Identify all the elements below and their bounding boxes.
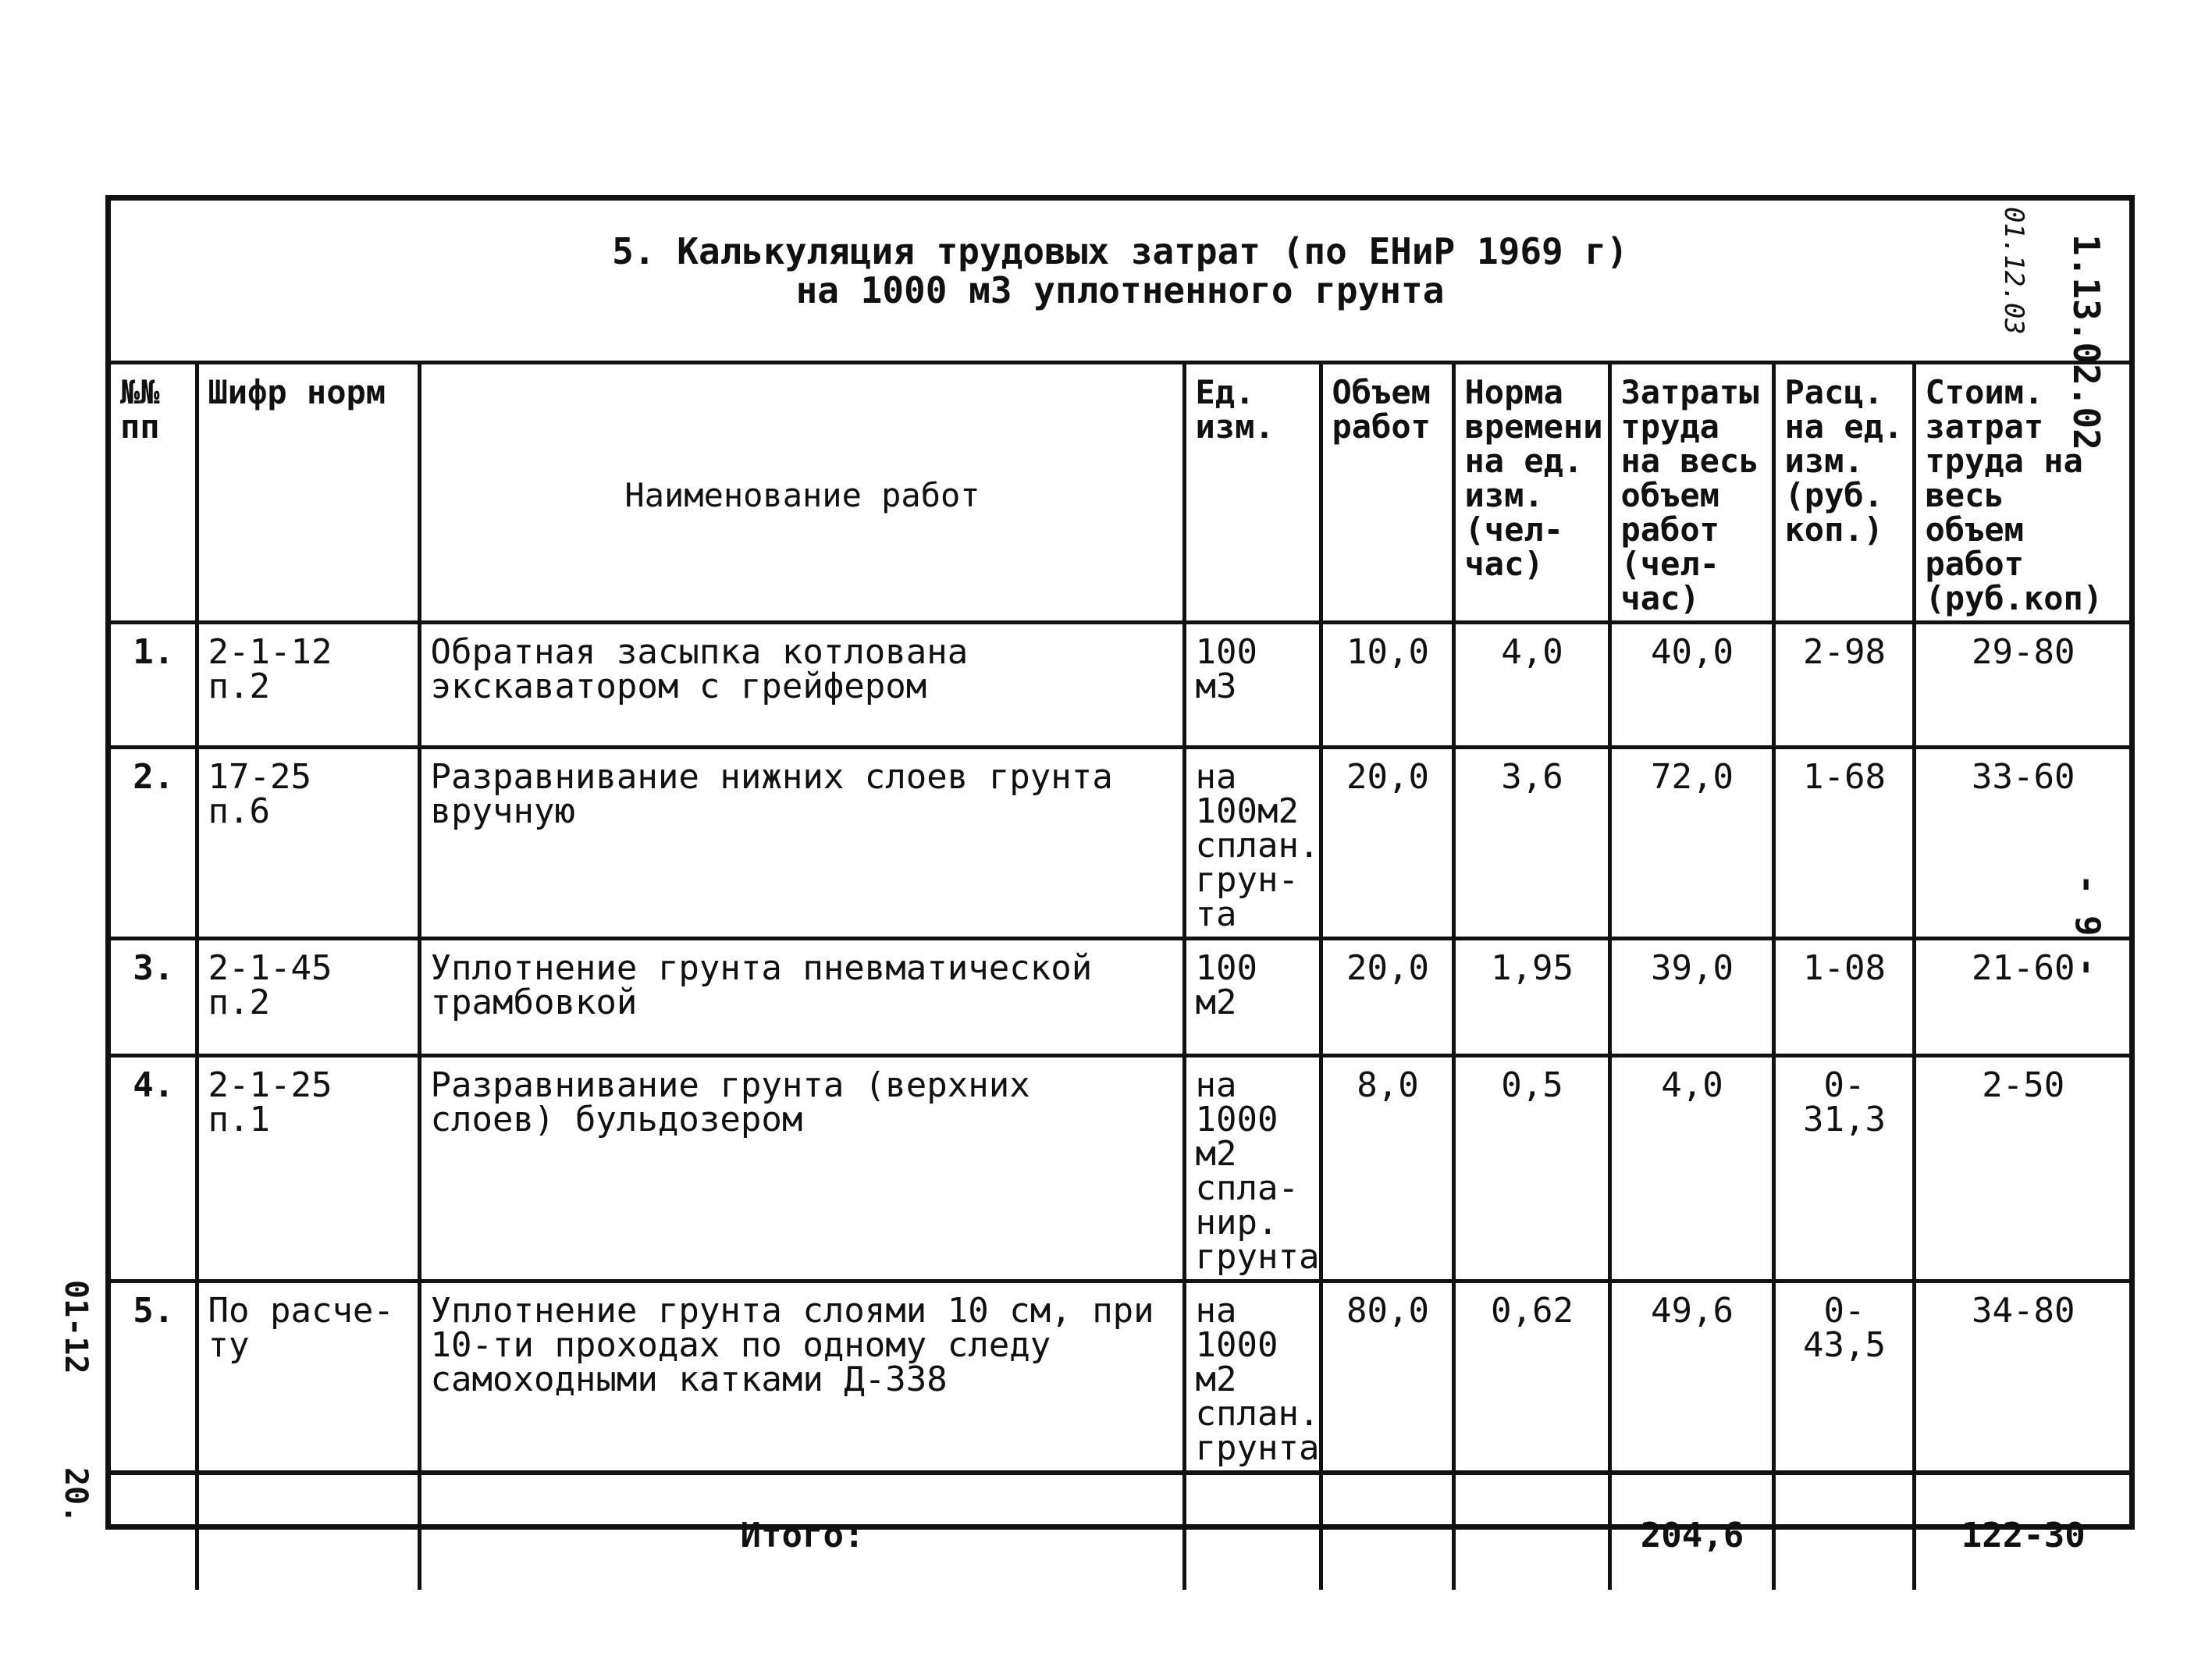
cost-total: 29-80 (1914, 623, 2129, 748)
volume: 10,0 (1321, 623, 1453, 748)
labor-total: 4,0 (1609, 1056, 1773, 1281)
volume: 8,0 (1321, 1056, 1453, 1281)
header-time-norm: Норма времени на ед. изм. (чел-час) (1453, 363, 1609, 623)
cost-total: 33-60 (1914, 748, 2129, 939)
total-label: Итого: (419, 1473, 1184, 1590)
total-empty-cell (1184, 1473, 1321, 1590)
cost-total: 2-50 (1914, 1056, 2129, 1281)
rate: 0-31,3 (1773, 1056, 1914, 1281)
labor-total: 49,6 (1609, 1281, 1773, 1473)
header-volume: Объем работ (1321, 363, 1453, 623)
work-name: Обратная засыпка котлована экскаватором с грейфером (419, 623, 1184, 748)
header-row-number: №№ пп (111, 363, 197, 623)
volume: 20,0 (1321, 939, 1453, 1056)
labor-total: 39,0 (1609, 939, 1773, 1056)
unit: 100 м2 (1184, 939, 1321, 1056)
volume: 80,0 (1321, 1281, 1453, 1473)
time-norm: 1,95 (1453, 939, 1609, 1056)
calculation-sheet (105, 195, 2135, 1555)
unit: на 1000 м2 сплан. грунта (1184, 1281, 1321, 1473)
left-margin-mark: 01-12 (58, 1280, 94, 1374)
unit: на 100м2 сплан. грун- та (1184, 748, 1321, 939)
total-empty-cell (1773, 1473, 1914, 1590)
document-title (111, 232, 2129, 310)
work-name: Уплотнение грунта слоями 10 см, при 10-ти проходах по одному следу самоходными катками Д-338 (419, 1281, 1184, 1473)
total-cost: 122-30 (1914, 1473, 2129, 1590)
header-unit: Ед. изм. (1184, 363, 1321, 623)
row-number: 3. (111, 939, 197, 1056)
work-name: Уплотнение грунта пневматической трамбовкой (419, 939, 1184, 1056)
page-number: - 9 - (2068, 874, 2107, 978)
table-header-row (111, 363, 2129, 623)
header-norm-code: Шифр норм (197, 363, 419, 623)
table-row (111, 1056, 2129, 1281)
labor-total: 72,0 (1609, 748, 1773, 939)
cost-total: 34-80 (1914, 1281, 2129, 1473)
table-row (111, 1281, 2129, 1473)
norm-code: 2-1-45 п.2 (197, 939, 419, 1056)
work-name: Разравнивание нижних слоев грунта вручную (419, 748, 1184, 939)
header-work-name: Наименование работ (419, 363, 1184, 623)
row-number: 4. (111, 1056, 197, 1281)
rate: 1-68 (1773, 748, 1914, 939)
time-norm: 3,6 (1453, 748, 1609, 939)
total-empty-cell (197, 1473, 419, 1590)
labor-total: 40,0 (1609, 623, 1773, 748)
rate: 2-98 (1773, 623, 1914, 748)
row-number: 1. (111, 623, 197, 748)
total-empty-cell (1321, 1473, 1453, 1590)
row-number: 2. (111, 748, 197, 939)
total-row (111, 1473, 2129, 1590)
row-number: 5. (111, 1281, 197, 1473)
document-code: 1.13.02.02 (2065, 234, 2107, 450)
cost-total: 21-60 (1914, 939, 2129, 1056)
unit: 100 м3 (1184, 623, 1321, 748)
total-labor: 204,6 (1609, 1473, 1773, 1590)
total-empty-cell (111, 1473, 197, 1590)
time-norm: 0,5 (1453, 1056, 1609, 1281)
table-row (111, 939, 2129, 1056)
time-norm: 4,0 (1453, 623, 1609, 748)
header-rate: Расц. на ед. изм. (руб. коп.) (1773, 363, 1914, 623)
rate: 1-08 (1773, 939, 1914, 1056)
table-row (111, 748, 2129, 939)
norm-code: 17-25 п.6 (197, 748, 419, 939)
norm-code: По расче- ту (197, 1281, 419, 1473)
norm-code: 2-1-12 п.2 (197, 623, 419, 748)
title-line-2: на 1000 м3 уплотненного грунта (795, 269, 1445, 311)
labor-cost-table (111, 361, 2129, 1590)
header-labor-total: Затраты труда на весь объем работ (чел-час) (1609, 363, 1773, 623)
table-row (111, 623, 2129, 748)
rate: 0-43,5 (1773, 1281, 1914, 1473)
side-date: 01.12.03 (1998, 207, 2029, 335)
unit: на 1000 м2 спла- нир. грунта (1184, 1056, 1321, 1281)
left-margin-mark: 20. (58, 1467, 94, 1524)
norm-code: 2-1-25 п.1 (197, 1056, 419, 1281)
volume: 20,0 (1321, 748, 1453, 939)
work-name: Разравнивание грунта (верхних слоев) бульдозером (419, 1056, 1184, 1281)
title-line-1: 5. Калькуляция трудовых затрат (по ЕНиР 1969 г) (612, 230, 1628, 272)
header-cost-total: Стоим. затрат труда на весь объем работ (руб.коп) (1914, 363, 2129, 623)
time-norm: 0,62 (1453, 1281, 1609, 1473)
total-empty-cell (1453, 1473, 1609, 1590)
